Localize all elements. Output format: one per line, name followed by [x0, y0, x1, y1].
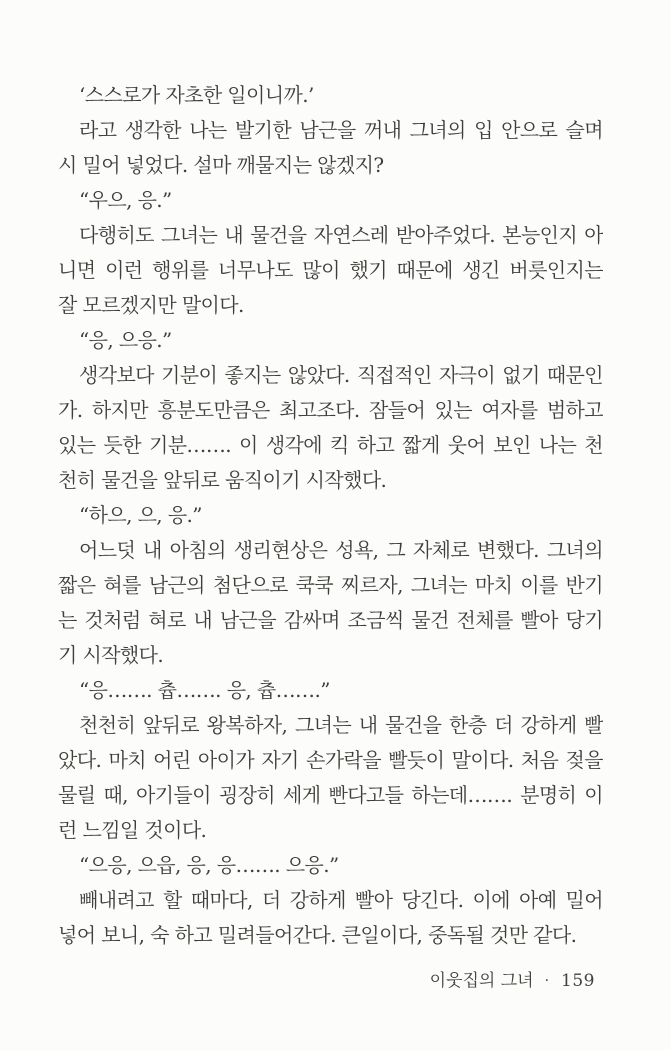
body-paragraph — [58, 708, 603, 848]
dialogue-line — [58, 323, 603, 358]
text-line: 짧은 혀를 남근의 첨단으로 쿡쿡 찌르자, 그녀는 마치 이를 반기 — [58, 573, 603, 597]
running-title: 이웃집의 그녀 — [429, 971, 534, 991]
dialogue-line — [58, 673, 603, 708]
separator-dot: · — [544, 973, 550, 989]
dialogue-line — [58, 848, 603, 883]
text-line: “응……. 츕……. 응, 츕…….” — [79, 678, 330, 702]
page-number: 159 — [561, 971, 595, 991]
text-line: “응, 으응.” — [79, 328, 172, 352]
text-line: 시 밀어 넣었다. 설마 깨물지는 않겠지? — [58, 153, 384, 177]
text-line: 있는 듯한 기분……. 이 생각에 킥 하고 짧게 웃어 보인 나는 천 — [58, 433, 603, 457]
text-line: 기 시작했다. — [58, 643, 164, 667]
text-line: “으응, 으읍, 응, 응……. 으응.” — [79, 853, 339, 877]
text-line: 는 것처럼 혀로 내 남근을 감싸며 조금씩 물건 전체를 빨아 당기 — [58, 608, 603, 632]
text-line: 천히 물건을 앞뒤로 움직이기 시작했다. — [58, 468, 387, 492]
text-line: 다행히도 그녀는 내 물건을 자연스레 받아주었다. 본능인지 아 — [79, 223, 603, 247]
dialogue-line — [58, 498, 603, 533]
text-line: “우으, 응.” — [79, 188, 172, 212]
body-paragraph — [58, 358, 603, 498]
text-line: 았다. 마치 어린 아이가 자기 손가락을 빨듯이 말이다. 처음 젖을 — [58, 748, 603, 772]
thought-line — [58, 78, 603, 113]
text-line: 어느덧 내 아침의 생리현상은 성욕, 그 자체로 변했다. 그녀의 — [79, 538, 603, 562]
text-line: 생각보다 기분이 좋지는 않았다. 직접적인 자극이 없기 때문인 — [79, 363, 603, 387]
text-line: ‘스스로가 자초한 일이니까.’ — [79, 83, 314, 107]
text-line: 물릴 때, 아기들이 굉장히 세게 빤다고들 하는데……. 분명히 이 — [58, 783, 603, 807]
page-footer — [58, 969, 603, 993]
dialogue-line — [58, 183, 603, 218]
text-line: 니면 이런 행위를 너무나도 많이 했기 때문에 생긴 버릇인지는 — [58, 258, 603, 282]
text-line: 가. 하지만 흥분도만큼은 최고조다. 잠들어 있는 여자를 범하고 — [58, 398, 603, 422]
text-line: 천천히 앞뒤로 왕복하자, 그녀는 내 물건을 한층 더 강하게 빨 — [79, 713, 603, 737]
text-line: 런 느낌일 것이다. — [58, 818, 207, 842]
text-line: 라고 생각한 나는 발기한 남근을 꺼내 그녀의 입 안으로 슬며 — [79, 118, 603, 142]
body-paragraph — [58, 218, 603, 323]
text-line: 넣어 보니, 숙 하고 밀려들어간다. 큰일이다, 중독될 것만 같다. — [58, 923, 577, 947]
text-line: 잘 모르겠지만 말이다. — [58, 293, 244, 317]
text-line: “하으, 으, 응.” — [79, 503, 202, 527]
text-line: 빼내려고 할 때마다, 더 강하게 빨아 당긴다. 이에 아예 밀어 — [79, 888, 603, 912]
body-paragraph — [58, 883, 603, 953]
body-paragraph — [58, 533, 603, 673]
body-text — [58, 78, 603, 953]
body-paragraph — [58, 113, 603, 183]
